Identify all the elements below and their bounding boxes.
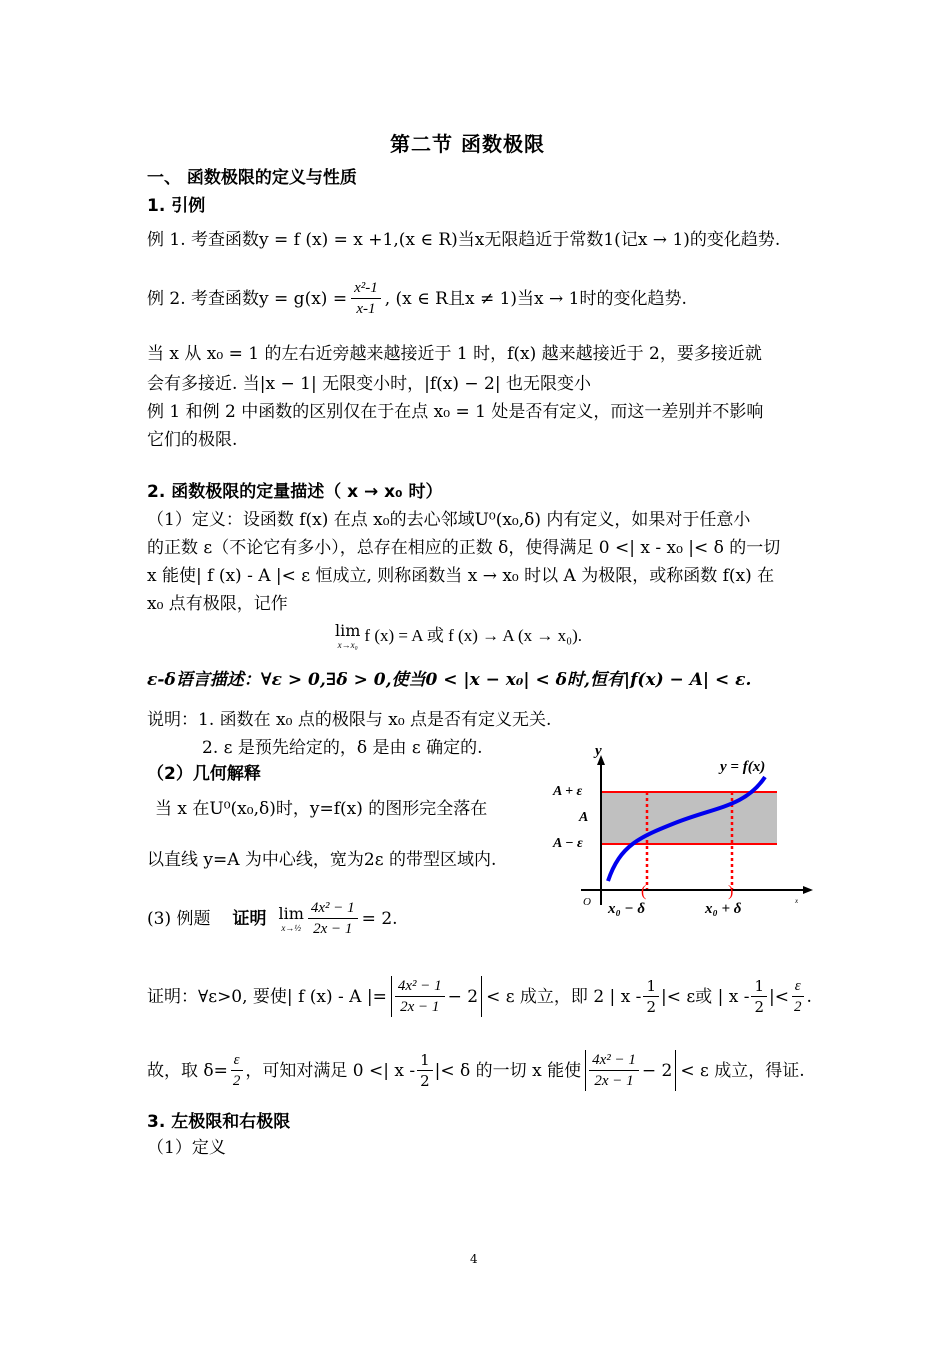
proof-line-1 xyxy=(147,976,812,1017)
proof-1-half-b xyxy=(751,976,767,1017)
sub3-definition: （1）定义 xyxy=(147,1138,226,1158)
definition-line-2: 的正数 ε（不论它有多小），总存在相应的正数 δ，使得满足 0 <| x - x₀ |< δ 的一切 xyxy=(147,538,781,558)
sub1-heading: 1. 引例 xyxy=(147,196,206,216)
limit-operator xyxy=(335,622,360,650)
curve-label: y = f(x) xyxy=(720,759,766,775)
proof-1-denominator: 2x − 1 xyxy=(400,999,440,1015)
proof-1-prefix: 证明：∀ε>0, 要使| f (x) - A |= xyxy=(147,986,387,1007)
proof-1-half-b-num: 1 xyxy=(751,976,767,997)
a-minus-epsilon-label: A − ε xyxy=(553,836,583,851)
proof-2-eps-half xyxy=(230,1050,244,1091)
geometric-heading: （2）几何解释 xyxy=(147,764,261,784)
proof-2-fraction xyxy=(589,1050,639,1091)
proof-1-fraction xyxy=(395,976,445,1017)
paragraph-2-line-2: 它们的极限. xyxy=(147,430,238,450)
proof-2-mid-2: |< δ 的一切 x 能使 xyxy=(434,1060,582,1081)
limit-notation xyxy=(335,622,582,650)
proof-1-period: . xyxy=(806,986,812,1007)
proof-2-mid: ，可知对满足 0 <| x - xyxy=(245,1060,416,1081)
limit-subscript: x→x₀ xyxy=(337,640,358,650)
example-3-fraction xyxy=(308,898,358,939)
example-2-fraction xyxy=(351,278,381,319)
example-3 xyxy=(147,898,398,939)
definition-line-3: x 能使| f (x) - A |< ε 恒成立, 则称函数当 x → x₀ 时以 A 为极限，或称函数 f(x) 在 xyxy=(147,566,775,586)
proof-1-numerator: 4x² − 1 xyxy=(395,976,445,997)
note-1: 说明：1. 函数在 x₀ 点的极限与 x₀ 点是否有定义无关. xyxy=(147,710,552,730)
paragraph-1-line-2: 会有多接近. 当|x − 1| 无限变小时，|f(x) − 2| 也无限变小 xyxy=(147,374,591,394)
limit-graph xyxy=(545,745,817,925)
example-3-limit xyxy=(278,905,303,933)
sub2-heading: 2. 函数极限的定量描述（ x → x₀ 时） xyxy=(147,482,443,502)
example-3-limit-subscript: x→½ xyxy=(281,922,302,933)
proof-1-minus-two: − 2 xyxy=(447,986,479,1007)
proof-1-eps-half-den: 2 xyxy=(793,999,802,1015)
proof-2-eps-half-num: ε xyxy=(231,1050,243,1071)
right-parenthesis: ) xyxy=(728,883,734,900)
example-2-numerator: x²-1 xyxy=(351,278,381,299)
proof-2-eps-half-den: 2 xyxy=(232,1073,241,1089)
page-title: 第二节 函数极限 xyxy=(390,132,545,156)
example-3-prefix: (3) 例题 xyxy=(147,908,211,929)
proof-2-half-num: 1 xyxy=(417,1050,433,1071)
geometric-line-2: 以直线 y=A 为中心线，宽为2ε 的带型区域内. xyxy=(147,850,497,870)
example-3-limit-label: lim xyxy=(278,903,304,923)
definition-line-4: x₀ 点有极限，记作 xyxy=(147,594,288,614)
example-3-proof-label: 证明 xyxy=(232,908,267,929)
proof-1-mid-2: |< ε或 | x - xyxy=(660,986,750,1007)
proof-2-absolute-value xyxy=(585,1050,676,1091)
proof-2-half xyxy=(417,1050,433,1091)
proof-2-denominator: 2x − 1 xyxy=(594,1073,634,1089)
definition-line-1: （1）定义：设函数 f(x) 在点 x₀的去心邻域U⁰(x₀,δ) 内有定义，如果对于任意小 xyxy=(147,510,751,530)
example-1: 例 1. 考查函数y = f (x) = x +1,(x ∈ R)当x无限趋近于常数1(记x → 1)的变化趋势. xyxy=(147,230,781,250)
proof-1-absolute-value xyxy=(391,976,482,1017)
page-number: 4 xyxy=(470,1252,478,1266)
paragraph-2-line-1: 例 1 和例 2 中函数的区别仅在于在点 x₀ = 1 处是否有定义，而这一差别并不影响 xyxy=(147,402,764,422)
proof-1-eps-half-num: ε xyxy=(792,976,804,997)
paragraph-1-line-1: 当 x 从 x₀ = 1 的左右近旁越来越接近于 1 时，f(x) 越来越接近于 2，要多接近就 xyxy=(147,344,762,364)
proof-2-end: < ε 成立，得证. xyxy=(680,1060,805,1081)
proof-2-minus-two: − 2 xyxy=(641,1060,673,1081)
example-3-numerator: 4x² − 1 xyxy=(308,898,358,919)
proof-1-half-a xyxy=(643,976,659,1017)
a-plus-epsilon-label: A + ε xyxy=(553,784,583,799)
geometric-line-1: 当 x 在U⁰(x₀,δ)时，y=f(x) 的图形完全落在 xyxy=(155,799,488,819)
note-2: 2. ε 是预先给定的，δ 是由 ε 确定的. xyxy=(202,738,483,758)
example-3-denominator: 2x − 1 xyxy=(313,921,353,937)
proof-2-numerator: 4x² − 1 xyxy=(589,1050,639,1071)
limit-expression: f (x) = A 或 f (x) → A (x → x₀). xyxy=(364,626,583,645)
example-2-suffix: , (x ∈ R且x ≠ 1)当x → 1时的变化趋势. xyxy=(384,288,687,309)
sub3-heading: 3. 左极限和右极限 xyxy=(147,1112,291,1132)
part1-heading: 一、 函数极限的定义与性质 xyxy=(147,168,357,188)
example-2 xyxy=(147,278,687,319)
y-axis-label: y xyxy=(595,745,602,759)
x0-plus-delta-label: x₀ + δ xyxy=(705,901,742,917)
proof-1-half-b-den: 2 xyxy=(754,998,764,1016)
origin-label: O xyxy=(583,896,591,908)
proof-line-2 xyxy=(147,1050,805,1091)
limit-label: lim xyxy=(335,621,361,640)
example-2-denominator: x-1 xyxy=(356,301,376,317)
x0-minus-delta-label: x₀ − δ xyxy=(608,901,646,917)
proof-1-mid: < ε 成立，即 2 | x - xyxy=(486,986,642,1007)
proof-2-prefix: 故，取 δ= xyxy=(147,1060,228,1081)
example-3-equals: = 2. xyxy=(361,908,398,929)
left-parenthesis: ( xyxy=(641,883,647,900)
proof-1-half-a-den: 2 xyxy=(646,998,656,1016)
a-label: A xyxy=(579,810,589,825)
x-axis-arrow xyxy=(803,886,813,894)
proof-2-half-den: 2 xyxy=(420,1072,430,1090)
example-2-prefix: 例 2. 考查函数y = g(x) = xyxy=(147,288,348,309)
epsilon-delta-statement: ε-δ语言描述：∀ε > 0,∃δ > 0,使当0 < |x − x₀| < δ时,恒有|f(x) − A| < ε. xyxy=(147,670,752,690)
proof-1-half-a-num: 1 xyxy=(643,976,659,997)
x-axis-label: x xyxy=(795,897,799,905)
proof-1-eps-half xyxy=(791,976,805,1017)
proof-1-end: |< xyxy=(768,986,789,1007)
